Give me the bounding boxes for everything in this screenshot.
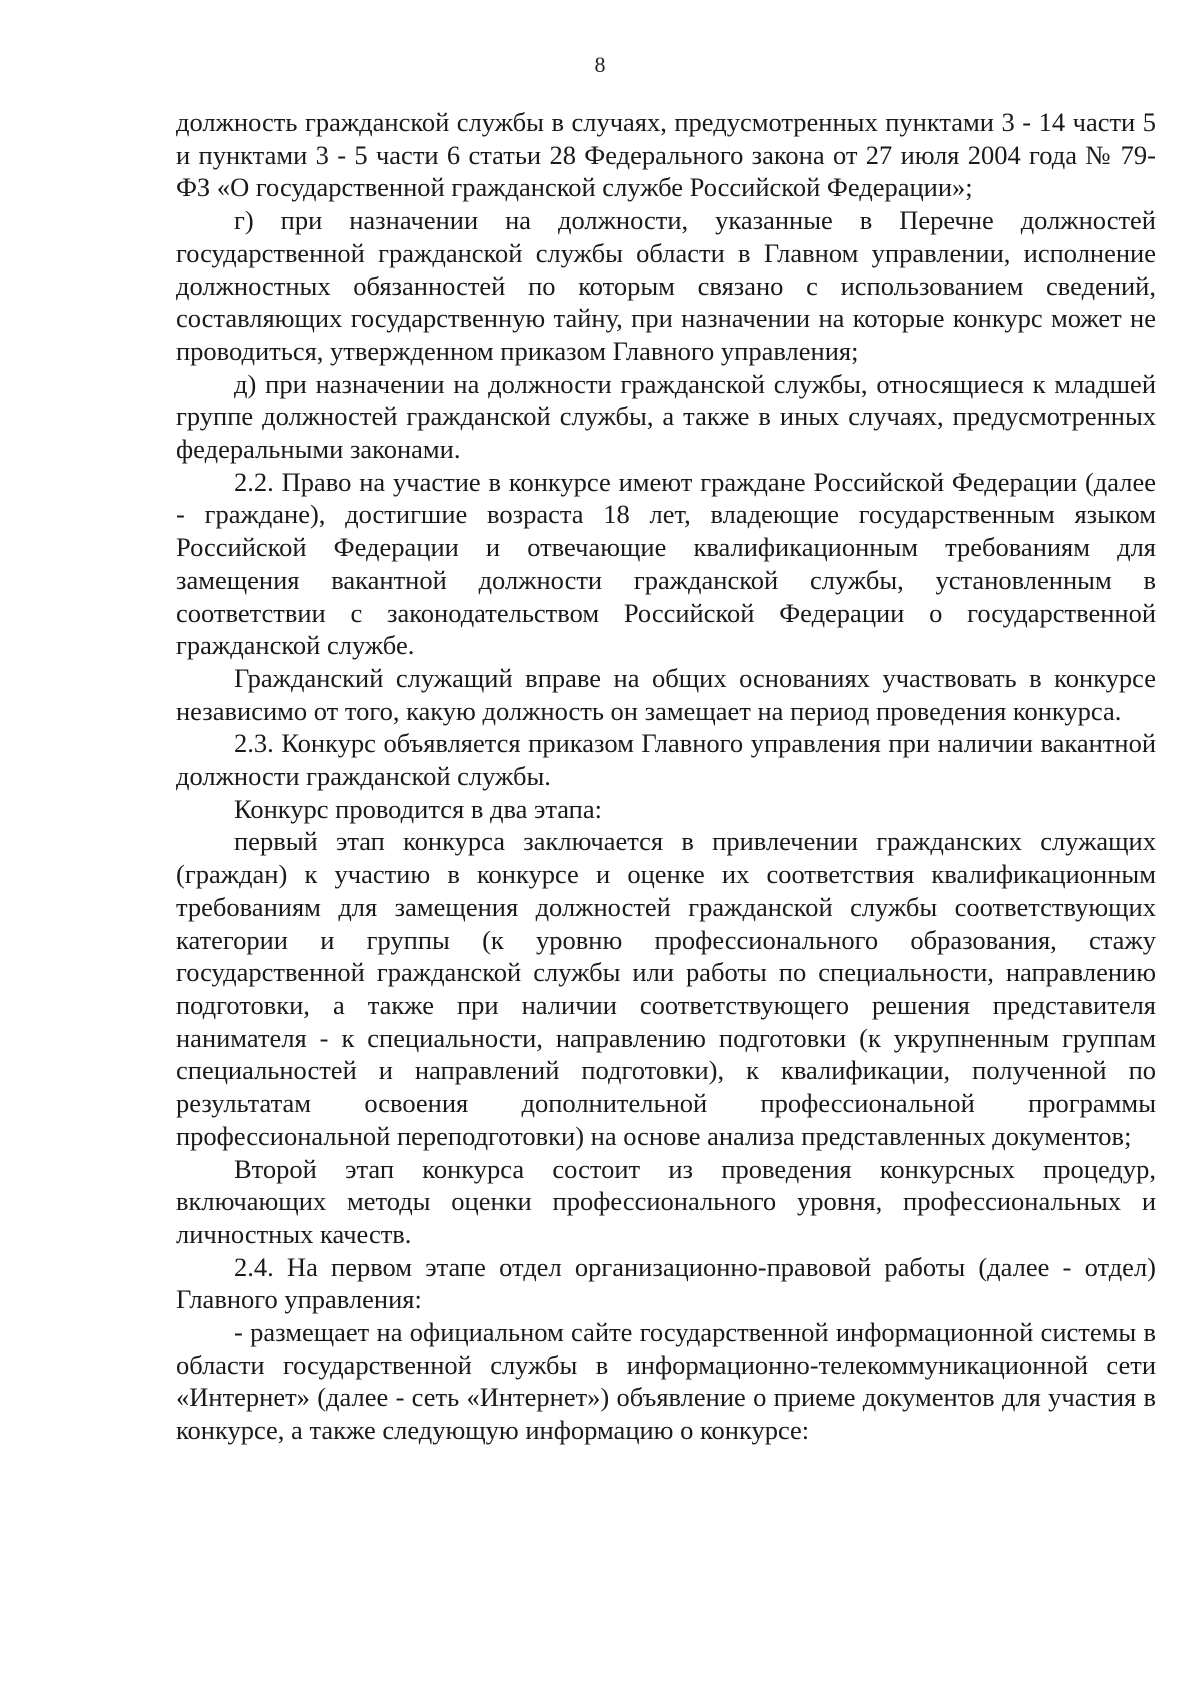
paragraph-item-g: г) при назначении на должности, указанные в Перечне должностей государственной гражданской службы области в Главном управлении, исполнение должностных обязанностей по которым связано с использованием сведений, составляющих государственную тайну, при назначении на которые конкурс может не проводиться, утвержденном приказом Главного управления; <box>176 205 1156 366</box>
paragraph-civil-servant: Гражданский служащий вправе на общих основаниях участвовать в конкурсе независимо от того, какую должность он замещает на период проведения конкурса. <box>176 662 1156 726</box>
document-body <box>176 106 1156 1447</box>
paragraph-section-2-3: 2.3. Конкурс объявляется приказом Главного управления при наличии вакантной должности гражданской службы. <box>176 728 1156 792</box>
paragraph-two-stages: Конкурс проводится в два этапа: <box>234 793 602 824</box>
paragraph-section-2-4: 2.4. На первом этапе отдел организационно-правовой работы (далее - отдел) Главного управления: <box>176 1251 1156 1315</box>
paragraph-item-d: д) при назначении на должности гражданской службы, относящиеся к младшей группе должностей гражданской службы, а также в иных случаях, предусмотренных федеральными законами. <box>176 368 1156 465</box>
page-number: 8 <box>594 52 606 77</box>
paragraph-section-2-2: 2.2. Право на участие в конкурсе имеют граждане Российской Федерации (далее - граждане), достигшие возраста 18 лет, владеющие государственным языком Российской Федерации и отвечающие квалификационным требованиям для замещения вакантной должности гражданской службы, установленным в соответствии с законодательством Российской Федерации о государственной гражданской службе. <box>176 466 1156 661</box>
paragraph-continuation: должность гражданской службы в случаях, предусмотренных пунктами 3 - 14 части 5 и пунктами 3 - 5 части 6 статьи 28 Федерального закона от 27 июля 2004 года № 79-ФЗ «О государственной гражданской службе Российской Федерации»; <box>176 107 1156 203</box>
paragraph-first-stage: первый этап конкурса заключается в привлечении гражданских служащих (граждан) к участию в конкурсе и оценке их соответствия квалификационным требованиям для замещения должностей гражданской службы соответствующих категории и группы (к уровню профессионального образования, стажу государственной гражданской службы или работы по специальности, направлению подготовки, а также при наличии соответствующего решения представителя нанимателя - к специальности, направлению подготовки (к укрупненным группам специальностей и направлений подготовки), к квалификации, полученной по результатам освоения дополнительной профессиональной программы профессиональной переподготовки) на основе анализа представленных документов; <box>176 826 1156 1151</box>
paragraph-second-stage: Второй этап конкурса состоит из проведения конкурсных процедур, включающих методы оценки профессионального уровня, профессиональных и личностных качеств. <box>176 1153 1156 1249</box>
paragraph-publishes: - размещает на официальном сайте государственной информационной системы в области государственной службы в информационно-телекоммуникационной сети «Интернет» (далее - сеть «Интернет») объявление о приеме документов для участия в конкурсе, а также следующую информацию о конкурсе: <box>176 1317 1156 1446</box>
